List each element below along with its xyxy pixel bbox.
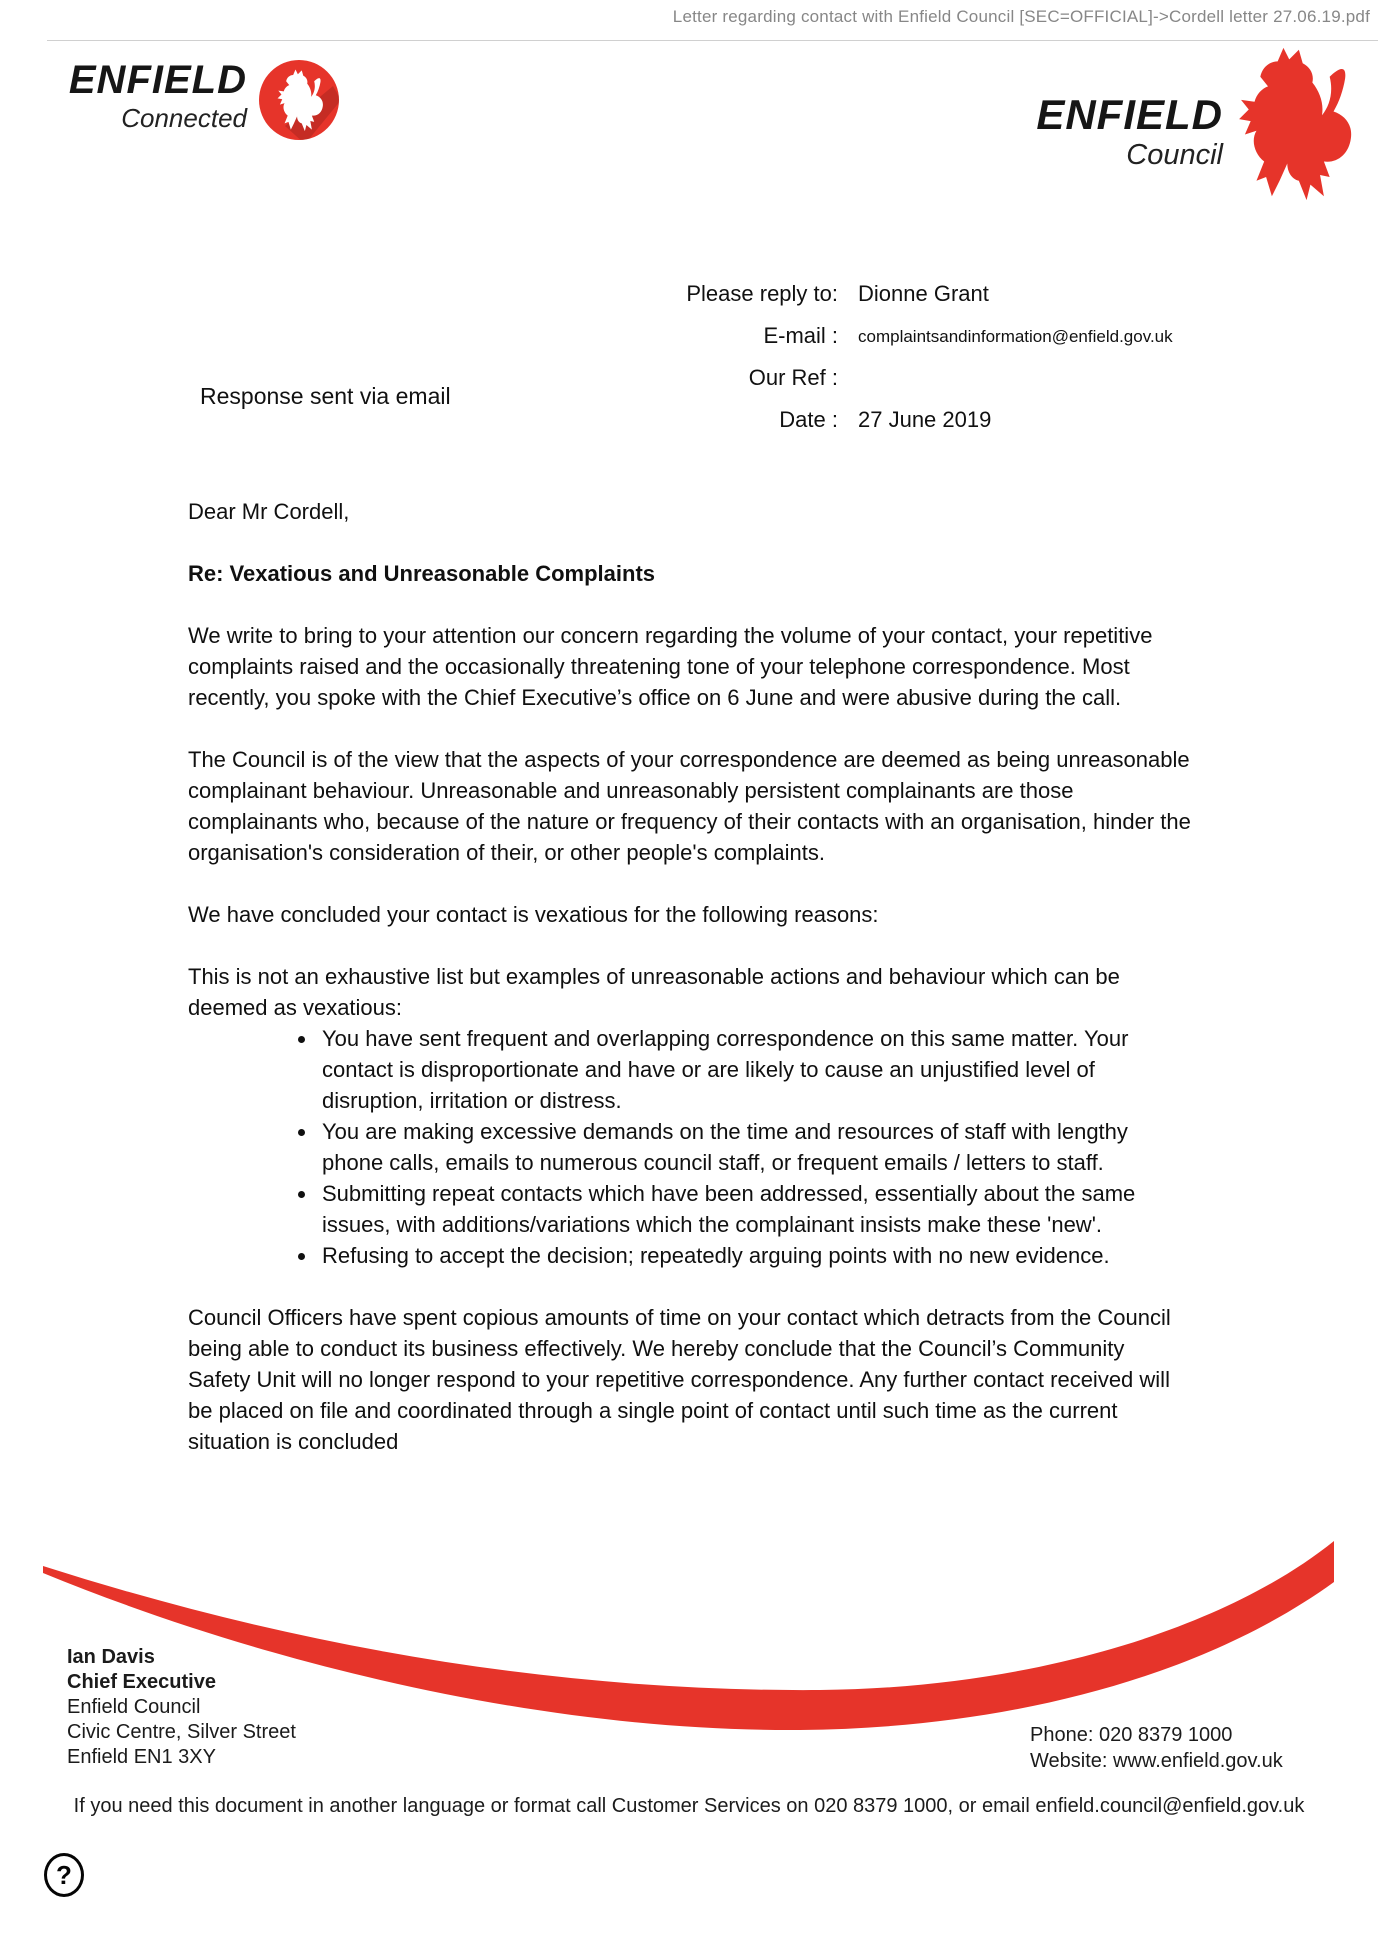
our-ref-label: Our Ref : [748, 365, 838, 390]
list-item: • You are making excessive demands on the time and resources of staff with lengthy phone calls, emails to numerous council staff, or frequent emails / letters to staff. [318, 1116, 1192, 1178]
list-item: • You have sent frequent and overlapping correspondence on this same matter. Your contact is disproportionate and have or are likely to cause an unjustified level of disruption, irritation or distress. [318, 1023, 1192, 1116]
contact-block [1030, 1722, 1283, 1774]
paragraph-1: We write to bring to your attention our concern regarding the volume of your contact, your repetitive complaints raised and the occasionally threatening tone of your telephone correspondence. Most recently, you spoke with the Chief Executive’s office on 6 June and were abusive during the call. [188, 623, 1153, 710]
signatory-address-2: Enfield EN1 3XY [67, 1746, 216, 1768]
date-value: 27 June 2019 [858, 407, 992, 432]
salutation: Dear Mr Cordell, [188, 499, 350, 524]
email-value: complaintsandinformation@enfield.gov.uk [858, 327, 1173, 346]
list-item: • Submitting repeat contacts which have been addressed, essentially about the same issues, with additions/variations which the complainant insists make these 'new'. [318, 1178, 1192, 1240]
logo-left-title: ENFIELD [68, 58, 247, 102]
response-note: Response sent via email [200, 383, 451, 409]
paragraph-3: We have concluded your contact is vexatious for the following reasons: [188, 902, 879, 927]
paragraph-2: The Council is of the view that the aspects of your correspondence are deemed as being unreasonable complainant behaviour. Unreasonable and unreasonably persistent complainants are those complainants who, because of the nature or frequency of their contacts with an organisation, hinder the organisation's consideration of their, or other people's complaints. [188, 747, 1191, 865]
logo-right-title: ENFIELD [1036, 91, 1223, 138]
enfield-council-wordmark [1023, 91, 1223, 172]
signature-block [67, 1645, 296, 1770]
list-item: • Refusing to accept the decision; repeatedly arguing points with no new evidence. [318, 1240, 1192, 1271]
titlebar-divider [47, 40, 1378, 41]
enfield-beast-roundel-icon [259, 60, 339, 140]
vexatious-examples-list [188, 1023, 1192, 1271]
date-label: Date : [779, 407, 838, 432]
phone-line: Phone: 020 8379 1000 [1030, 1724, 1233, 1746]
email-label: E-mail : [763, 323, 838, 348]
signatory-title: Chief Executive [67, 1671, 216, 1693]
language-format-note: If you need this document in another language or format call Customer Services on 020 8379 1000, or email enfield.council@enfield.gov.uk [73, 1795, 1305, 1817]
paragraph-4: This is not an exhaustive list but examples of unreasonable actions and behaviour which can be deemed as vexatious: [188, 964, 1120, 1020]
signatory-name: Ian Davis [67, 1646, 155, 1668]
signatory-address-1: Civic Centre, Silver Street [67, 1721, 296, 1743]
help-icon-glyph: ? [56, 1859, 72, 1890]
window-title: Letter regarding contact with Enfield Council [SEC=OFFICIAL]->Cordell letter 27.06.19.pdf [672, 7, 1370, 26]
reply-to-label: Please reply to: [686, 281, 838, 306]
enfield-connected-logo [45, 60, 339, 140]
letter-body [188, 496, 1192, 1488]
logo-right-subtitle: Council [1126, 139, 1223, 171]
website-line: Website: www.enfield.gov.uk [1030, 1750, 1283, 1772]
logo-left-subtitle: Connected [121, 103, 247, 133]
subject-line: Re: Vexatious and Unreasonable Complaints [188, 561, 656, 586]
signatory-org: Enfield Council [67, 1696, 201, 1718]
reply-to-value: Dionne Grant [858, 281, 989, 306]
help-icon[interactable] [44, 1853, 84, 1897]
enfield-connected-wordmark [45, 60, 247, 134]
paragraph-5: Council Officers have spent copious amounts of time on your contact which detracts from the Council being able to conduct its business effectively. We hereby conclude that the Council’s Community Safety Unit will no longer respond to your repetitive correspondence. Any further contact received will be placed on file and coordinated through a single point of contact until such time as the current situation is concluded [188, 1305, 1171, 1454]
enfield-beast-icon [1222, 44, 1368, 202]
